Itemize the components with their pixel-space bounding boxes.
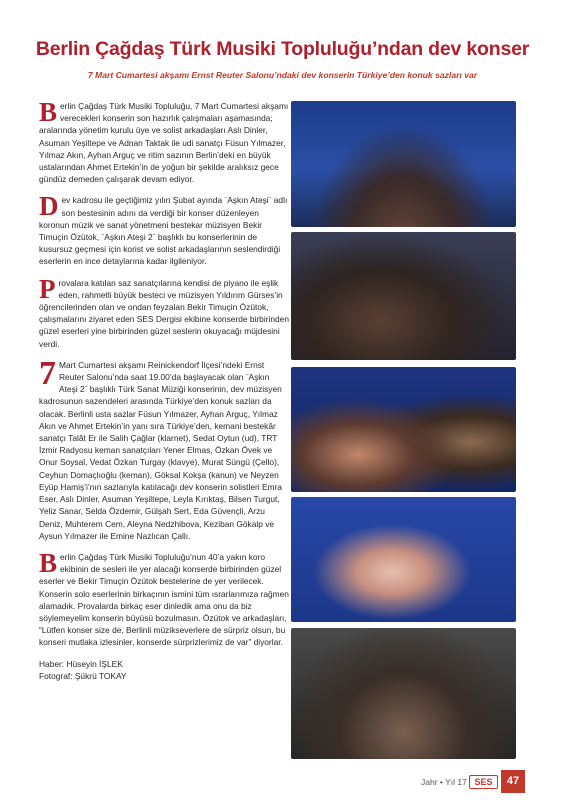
photo-choir-group [291, 101, 516, 227]
paragraph-text: Mart Cumartesi akşamı Reinickendorf İlçesi’ndeki Ernst Reuter Salonu’nda saat 19.00’da başlayacak olan ¨Aşkın Ateşi 2¨ başlıklı Türk Sanat Müziği konserinin, dev müzisyen kadrosunun sazendeleri arasında Türkiye’den konuk sazları da olacak. Berlinli usta sazlar Füsun Yılmazer, Ayhan Arguç, Yılmaz Akın ve Ahmet Ertekin’in yanı sıra Türkiye’den, kemani bestekâr sanatçı Talât Er ile Salih Çağlar (klarnet), Sedat Oytun (ud), TRT İzmir Radyosu keman sanatçıları Yener Elmas, Özkan Övek ve Onur Soysal, Vedat Özkan Turgay (klavye), Murat Süngü (Çello), Ceyhun Domaçlıoğlu (keman), Göksal Kokşa (kanun) ve Neyzen Eyüp Hamiş’i’nın sazlarıyla katılacağı dev konserin solistleri Emra Eser, Aslı Dinler, Asuman Yeşiltepe, Leyla Kırıktaş, Bilsen Turgut, Yeliz Sanar, Selda Özdemir, Gülşah Sert, Eda Güvençli, Arzu Deniz, Muhterem Cem, Aleyna Nedzhibova, Keziban Gökalp ve Aysun Yılmazer ile Emine Nazlıcan Çallı. [39, 359, 282, 541]
paragraph-5 [39, 547, 289, 649]
article-title: Berlin Çağdaş Türk Musiki Topluluğu’ndan dev konser [35, 38, 530, 60]
page-number: 47 [501, 770, 525, 793]
photo-rehearsal-hall [291, 628, 516, 759]
credits [39, 658, 289, 682]
drop-cap: D [39, 191, 59, 222]
paragraph-text: ev kadrosu ile geçtiğimiz yılın Şubat ayında ¨Aşkın Ateşi¨ adlı son bestesinin adını da verdiği bir konser düzenleyen koronun müzik ve sanat yönetmeni bestekar müzisyen Bekir Timuçin Özütok, ¨Aşkın Ateşi 2¨ başlıklı bu konserlerinin de kusursuz geçmesi için korist ve solist arkadaşlarının seslendirdiği eserlerin en ince detaylarına kadar ilgileniyor. [39, 195, 288, 267]
photo-rehearsal-audience [291, 232, 516, 360]
issue-label: Jahr • Yıl 17 [421, 777, 467, 787]
news-credit: Haber: Hüseyin İŞLEK [39, 658, 123, 669]
drop-cap: 7 [39, 354, 56, 392]
paragraph-text: erlin Çağdaş Türk Musiki Topluluğu, 7 Mart Cumartesi akşamı verecekleri konserin son hazırlık çalışmaları aşamasında; aralarında yönetim kurulu üye ve solist arkadaşları Aslı Dinler, Asuman Yeşiltepe ve Adnan Taktak ile udi sanatçı Füsun Yılmazer, Yılmaz Akın, Ayhan Arguç ve ritim sazının Berlin’deki en büyük ustalarından Ahmet Ertekin’in de yoğun bir şekilde aralıksız gece gündüz demeden çalışarak devam ediyor. [39, 101, 289, 185]
article-body [39, 97, 289, 682]
paragraph-text: erlin Çağdaş Türk Musiki Topluluğu’nun 40’a yakın koro ekibinin de sesleri ile yer alacağı konserde birbirinden güzel eserler ve Bekir Timuçin Özütok bestelerine de yer verilecek. Konserin solo eserlerinin birkaçının ismini tüm ısrarlarımıza rağmen alamadık. Provalarda birkaç eser dinledik ama onu da biz söylemeyelim konserin büyüsü bozulmasın. Özütok ve arkadaşları, “Lütfen konser size de, Berlinli müzikseverlere de sürpriz olsun, bu konseri mutlaka izlesinler, konserde sürprizlerimiz de var” diyorlar. [39, 551, 289, 648]
drop-cap: B [39, 547, 58, 578]
drop-cap: B [39, 97, 58, 127]
photo-credit: Fotograf: Şükrü TOKAY [39, 670, 127, 681]
paragraph-text: rovalara katılan saz sanatçılarına kendisi de piyano ile eşlik eden, rahmetli büyük besteci ve müzisyen Yıldırım Gürses’in öğrencilerinden olan ve ondan feyzalan Bekir Timuçin Özütok, çalışmalarını ziyaret eden SES Dergisi ekibine konserde birbirinden güzel eserleri yine birbirinden güzel seslerin okuyacağı müjdesini verdi. [39, 277, 289, 349]
paragraph-4 [39, 354, 289, 542]
photo-solo-singer [291, 497, 516, 622]
drop-cap: P [39, 273, 56, 304]
photo-singers [291, 367, 516, 492]
paragraph-2 [39, 191, 289, 267]
paragraph-1 [39, 97, 289, 185]
ses-logo: SES [469, 775, 498, 789]
paragraph-3 [39, 273, 289, 350]
article-subtitle: 7 Mart Cumartesi akşamı Ernst Reuter Salonu’ndaki dev konserin Türkiye’den konuk sazları var [87, 70, 478, 80]
